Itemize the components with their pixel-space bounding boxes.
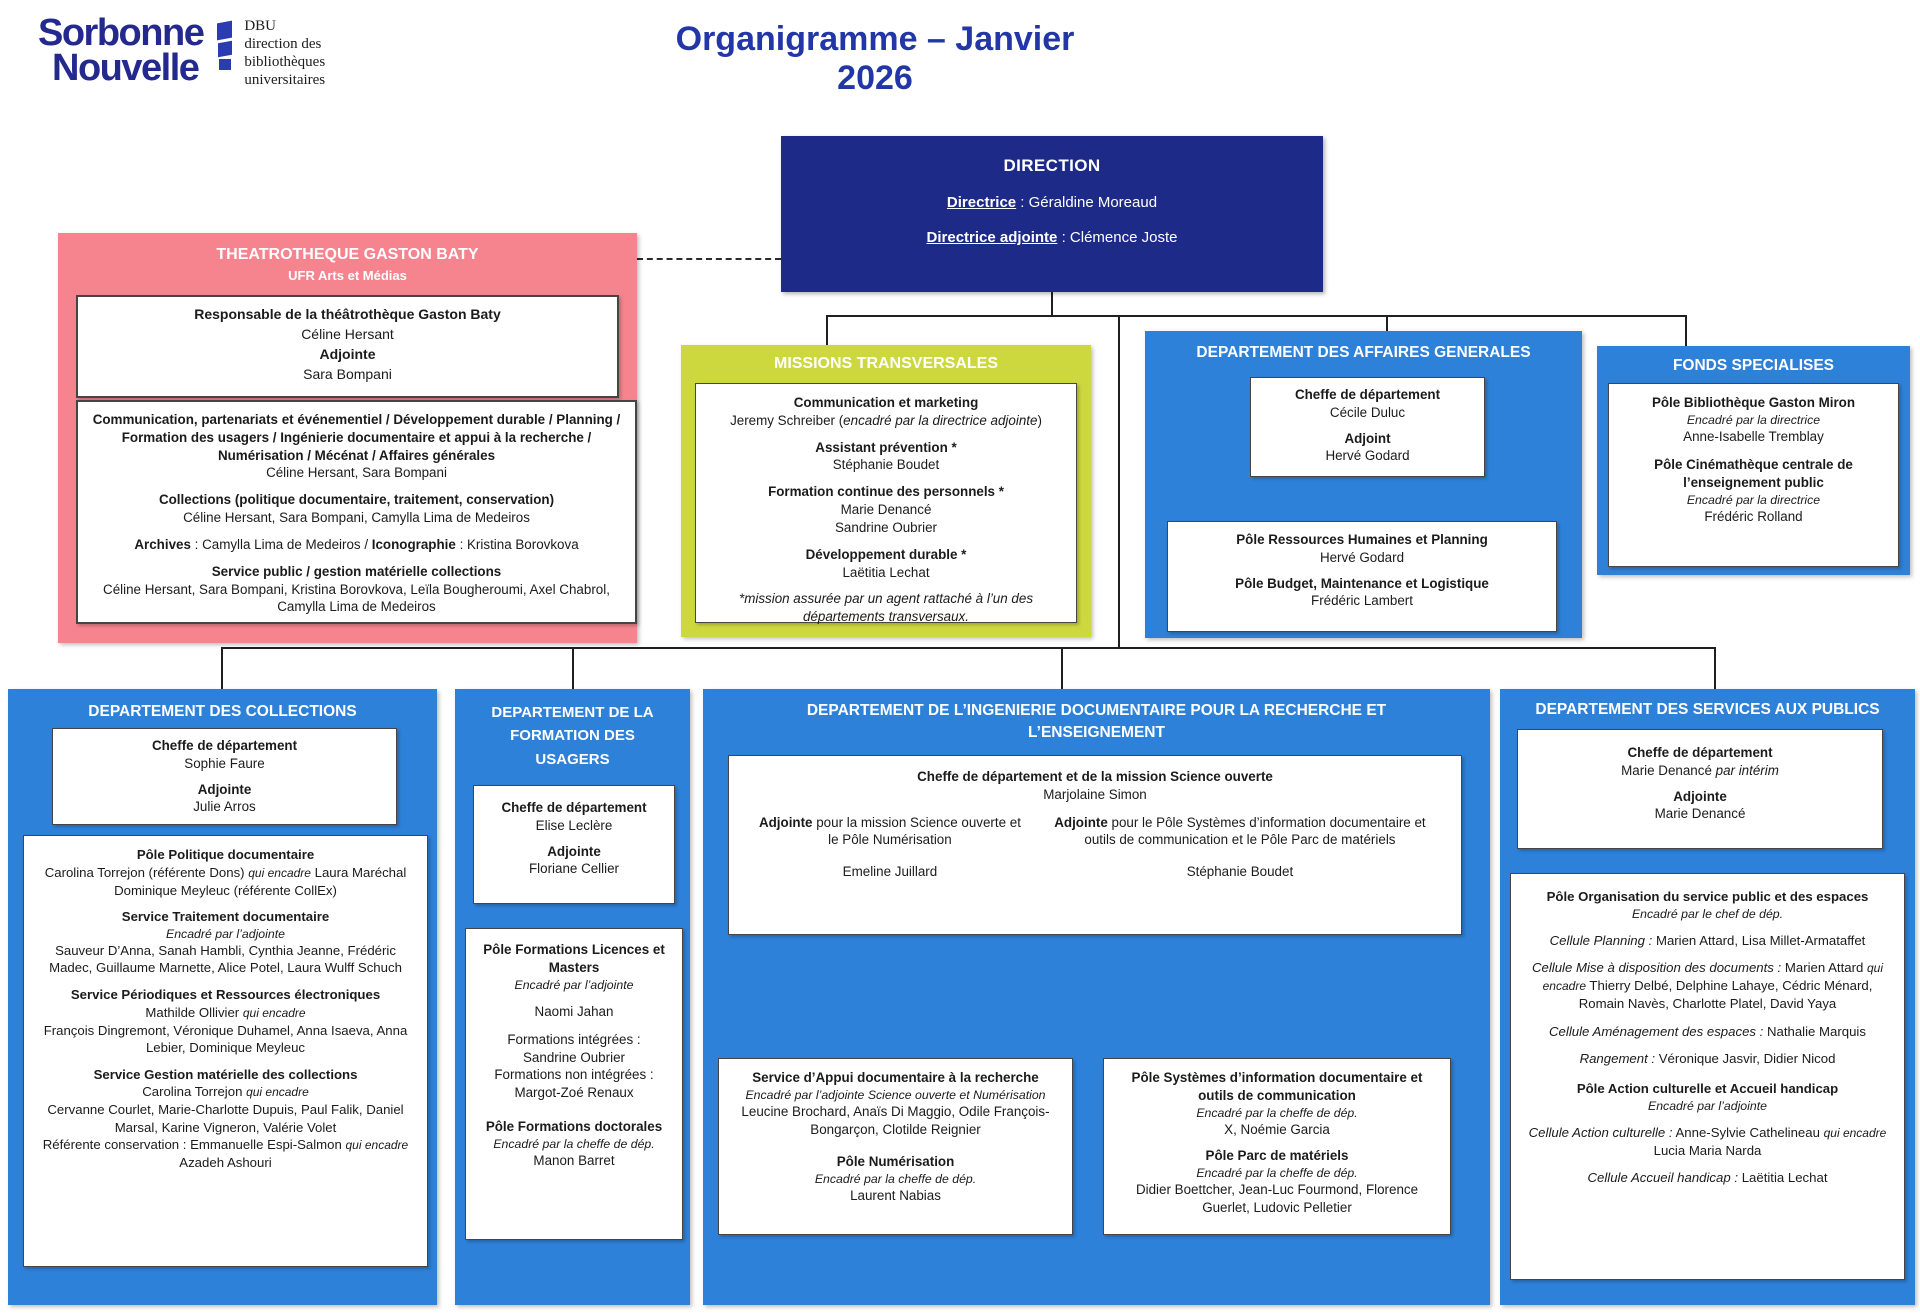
rangement [1521,1050,1894,1068]
collections-adjointe-role: Adjointe [197,781,252,797]
pole-doctorales-name: Manon Barret [533,1153,615,1169]
theatrotheque-box [58,233,637,643]
mission-formation-continue-title: Formation continue des personnels * [768,484,1004,500]
services-adjointe-name: Marie Denancé [1654,806,1746,822]
mission-communication-title: Communication, partenariats et événementiel / Développement durable / Planning / Formation des usagers / Ingénierie documentaire et appui à la recherche / Numérisation / Mécénat / Affaires générales [92,412,621,463]
service-gestion-title: Service Gestion matérielle des collections [93,1066,358,1082]
cellule-action-label: Cellule Action culturelle : [1528,1124,1673,1140]
service-periodiques-encadre: qui encadre [242,1005,306,1020]
rangement-label: Rangement : [1579,1051,1656,1067]
affaires-chef-name: Cécile Duluc [1329,404,1406,420]
connector-line [572,647,574,690]
pole-doctorales-note: Encadré par la cheffe de dép. [493,1136,655,1151]
affaires-chef-box [1250,377,1485,477]
exclamation-mark-icon [217,22,232,70]
directrice-line [781,194,1323,211]
formation-poles-box [465,928,683,1240]
mission-prevention-title: Assistant prévention * [815,439,957,455]
logo-word-line2: Nouvelle [52,46,199,89]
pole-politique-documentaire [32,846,419,899]
cellule-action-encadre: qui encadre [1823,1125,1887,1140]
cellule-amenagement-label: Cellule Aménagement des espaces : [1549,1023,1764,1039]
mission-service-public-names: Céline Hersant, Sara Bompani, Kristina Borovkova, Leïla Bougheroumi, Axel Chabrol, Camylla Lima de Medeiros [103,581,610,615]
service-appui-box [718,1058,1073,1235]
sorbonne-nouvelle-logo [38,12,326,89]
adjointe2-desc: pour le Pôle Systèmes d’information documentaire et outils de communication et le Pôle Parc de matériels [1084,814,1426,848]
directrice-adjointe-line [781,229,1323,246]
pole-numerisation-note: Encadré par la cheffe de dép. [814,1171,977,1186]
fonds-content-box [1608,383,1899,567]
missions-transversales-box [681,345,1091,637]
pole-budget-title: Pôle Budget, Maintenance et Logistique [1235,575,1489,591]
affaires-adjoint-name: Hervé Godard [1325,448,1410,464]
service-traitement-note: Encadré par l’adjointe [166,926,285,941]
mission-service-public-title: Service public / gestion matérielle collections [211,563,502,579]
pole-cinematheque-name: Frédéric Rolland [1704,509,1803,524]
mission-prevention [696,439,1076,475]
formations-integrees-label: Formations intégrées : [507,1031,641,1047]
logo-dbu-line2: bibliothèques [244,54,326,70]
missions-transversales-title: MISSIONS TRANSVERSALES [773,355,999,372]
missions-content-box [695,383,1077,623]
cellule-action-name1: Anne-Sylvie Cathelineau [1672,1124,1824,1140]
cellule-mise-names: Thierry Delbé, Delphine Lahaye, Cédric Ménard, Romain Navès, Charlotte Platel, David Yaya [1578,978,1873,1012]
service-appui-names: Leucine Brochard, Anaïs Di Maggio, Odile François-Bongarçon, Clotilde Reignier [741,1104,1050,1137]
services-chef-name-text: Marie Denancé [1621,762,1716,778]
archives-label: Archives [134,536,191,552]
fonds-title: FONDS SPECIALISES [1672,357,1835,374]
mission-archives-line [87,536,626,554]
collections-chef-name: Sophie Faure [184,755,265,771]
services-title: DEPARTEMENT DES SERVICES AUX PUBLICS [1535,701,1880,718]
mission-marketing-title: Communication et marketing [793,395,979,410]
pole-organisation-title: Pôle Organisation du service public et des espaces [1546,889,1869,904]
connector-line [1714,647,1716,690]
mission-service-public [87,563,626,616]
cellule-accueil-handicap [1521,1169,1894,1187]
connector-line [221,647,1716,649]
ingenierie-chef-box [728,755,1462,935]
mission-dev-durable-name: Laëtitia Lechat [842,564,930,580]
theatrotheque-missions-box [76,400,637,624]
service-periodiques-lead [32,1004,419,1022]
marketing-name-post: ) [1037,412,1042,428]
cellule-accueil-name: Laëtitia Lechat [1738,1170,1828,1186]
cellule-action-name2: Lucia Maria Narda [1653,1142,1762,1158]
mission-dev-durable-title: Développement durable * [805,546,967,562]
directrice-name: : Géraldine Moreaud [1016,194,1158,211]
pole-rh-name: Hervé Godard [1319,549,1405,565]
pole-systemes-title: Pôle Systèmes d’information documentaire et outils de communication [1131,1070,1423,1103]
adjointe-name: Sara Bompani [303,365,392,382]
directrice-adjointe-name: : Clémence Joste [1057,229,1178,246]
pole-licences-note: Encadré par l’adjointe [514,977,634,992]
rangement-names: Véronique Jasvir, Didier Nicod [1655,1051,1836,1067]
connector-line [1118,315,1120,649]
theatrotheque-responsable-box [76,295,619,398]
collections-chef-box [52,728,397,825]
adjointe-science-ouverte-role [753,814,1027,850]
formation-adjointe-role: Adjointe [547,843,601,859]
connector-line [826,315,1687,317]
cellule-mise-label: Cellule Mise à disposition des documents : [1531,960,1782,976]
connector-line [1061,647,1063,690]
collections-chef-role: Cheffe de département [151,738,298,753]
service-traitement-title: Service Traitement documentaire [121,909,330,925]
mission-communication [87,411,626,482]
pole-parc-names: Didier Boettcher, Jean-Luc Fourmond, Florence Guerlet, Ludovic Pelletier [1135,1182,1419,1215]
pole-licences-title: Pôle Formations Licences et Masters [483,942,665,975]
pole-politique-encadre: qui encadre [248,865,311,880]
adjointe2-name: Stéphanie Boudet [1186,864,1294,880]
adjointe1-name: Emeline Juillard [842,864,938,880]
connector-line [1386,315,1388,332]
missions-footnote: *mission assurée par un agent rattaché à l’un des départements transversaux. [738,591,1034,625]
pole-cinematheque-note: Encadré par la directrice [1686,492,1821,507]
mission-marketing [696,394,1076,430]
affaires-poles-box [1167,521,1557,632]
services-chef-box [1517,729,1883,849]
pole-politique-title: Pôle Politique documentaire [136,847,315,862]
ingenierie-chef-name: Marjolaine Simon [1043,786,1147,802]
service-traitement [32,908,419,977]
connector-dashed-theatrotheque-direction [637,258,781,260]
adjointe-role: Adjointe [319,345,376,362]
cellule-planning [1521,932,1894,950]
pole-politique-line1 [32,864,419,882]
services-adjointe-role: Adjointe [1673,788,1727,804]
cellule-planning-label: Cellule Planning : [1549,932,1653,948]
adjointe2-label: Adjointe [1054,814,1108,830]
adjointe-science-ouverte-col [745,814,1035,881]
referente-conservation: Référente conservation : Emmanuelle Espi-Salmon [42,1137,346,1153]
directrice-adjointe-label: Directrice adjointe [926,229,1058,246]
affaires-chef-role: Cheffe de département [1294,387,1441,402]
pole-rh-title: Pôle Ressources Humaines et Planning [1236,532,1488,547]
mission-collections-names: Céline Hersant, Sara Bompani, Camylla Lima de Medeiros [183,510,530,526]
pole-systemes-names: X, Noémie Garcia [1224,1122,1330,1137]
mission-dev-durable [696,546,1076,582]
logo-word-line1: Sorbonne [38,12,204,54]
services-chef-role: Cheffe de département [1627,745,1773,760]
service-gestion-names: Cervanne Courlet, Marie-Charlotte Dupuis, Paul Falik, Daniel Marsal, Karine Vigneron, Valérie Volet [47,1102,404,1135]
services-chef-interim: par intérim [1715,762,1779,778]
pole-numerisation-name: Laurent Nabias [850,1188,941,1203]
formations-non-integrees-name: Margot-Zoé Renaux [514,1085,634,1101]
formations-non-integrees-label: Formations non intégrées : [494,1067,654,1083]
mission-collections-title: Collections (politique documentaire, traitement, conservation) [158,492,555,508]
cellule-accueil-label: Cellule Accueil handicap : [1587,1170,1739,1186]
marketing-note: encadré par la directrice adjointe [843,412,1038,428]
dept-affaires-generales [1145,331,1582,638]
service-gestion-lead [32,1083,419,1101]
connector-line [826,315,828,346]
pole-politique-line2: Dominique Meyleuc (référente CollEx) [114,882,337,898]
connector-line [1051,291,1053,317]
formation-chef-box [473,785,675,904]
ingenierie-title: DEPARTEMENT DE L’INGENIERIE DOCUMENTAIRE POUR LA RECHERCHE ET L’ENSEIGNEMENT [806,702,1387,742]
mission-formation-name2: Sandrine Oubrier [835,519,937,535]
pole-licences-name: Naomi Jahan [534,1004,614,1019]
service-periodiques [32,986,419,1057]
pole-parc-title: Pôle Parc de matériels [1205,1147,1349,1163]
dept-collections [8,689,437,1305]
adjointe-systemes-role [1043,814,1437,850]
formation-adjointe-name: Floriane Cellier [528,861,620,877]
referente-encadre: qui encadre [345,1138,409,1153]
direction-box [781,136,1323,292]
service-traitement-names: Sauveur D’Anna, Sanah Hambli, Cynthia Jeanne, Frédéric Madec, Guillaume Marnette, Alice Potel, Laura Wulff Schuch [49,942,402,976]
iconographie-label: Iconographie [371,536,456,552]
service-periodiques-name: Mathilde Ollivier [145,1004,243,1020]
connector-line [1685,315,1687,347]
cellule-planning-names: Marien Attard, Lisa Millet-Armataffet [1652,932,1866,948]
pole-politique-name1: Carolina Torrejon (référente Dons) [44,864,249,880]
connector-line [221,647,223,690]
services-chef-name [1518,762,1882,780]
mission-formation-name1: Marie Denancé [840,502,932,518]
cellule-mise-name1: Marien Attard [1781,960,1867,976]
service-periodiques-title: Service Périodiques et Ressources électroniques [70,987,381,1003]
archives-name: : Camylla Lima de Medeiros / [190,536,372,552]
logo-wordmark [38,12,204,89]
direction-title: DIRECTION [1003,156,1101,175]
logo-dbu-acronym: DBU [244,18,276,34]
dept-affaires-title: DEPARTEMENT DES AFFAIRES GENERALES [1196,344,1531,361]
cellule-amenagement [1521,1023,1894,1041]
dept-ingenierie-documentaire [703,689,1490,1305]
cellule-action-culturelle [1521,1124,1894,1160]
pole-systemes-box [1103,1058,1451,1235]
responsable-role: Responsable de la théâtrothèque Gaston Baty [194,306,501,322]
service-appui-note: Encadré par l’adjointe Science ouverte et Numérisation [745,1087,1046,1102]
pole-parc-note: Encadré par la cheffe de dép. [1196,1165,1358,1180]
services-poles-box [1510,873,1905,1280]
cellule-mise-a-disposition [1521,959,1894,1012]
service-gestion-encadre: qui encadre [246,1085,309,1100]
mission-collections [87,491,626,527]
collections-title: DEPARTEMENT DES COLLECTIONS [88,703,357,720]
pole-action-culturelle-title: Pôle Action culturelle et Accueil handicap [1576,1080,1839,1096]
dept-fonds-specialises [1597,346,1910,575]
cellule-amenagement-name: Nathalie Marquis [1763,1023,1866,1039]
pole-doctorales-title: Pôle Formations doctorales [485,1119,663,1135]
formation-title: DEPARTEMENT DE LA FORMATION DES USAGERS [491,704,654,768]
cellule-mise-encadre: qui encadre [1542,961,1883,994]
page-title: Organigramme – Janvier 2026 [675,20,1075,97]
mission-marketing-name [696,412,1076,430]
theatrotheque-title: THEATROTHEQUE GASTON BATY [216,246,479,263]
ingenierie-chef-role: Cheffe de département et de la mission Science ouverte [917,769,1273,784]
pole-gaston-miron-title: Pôle Bibliothèque Gaston Miron [1651,395,1856,410]
theatrotheque-subtitle: UFR Arts et Médias [288,268,407,283]
affaires-adjoint-role: Adjoint [1344,430,1391,446]
service-appui-title: Service d’Appui documentaire à la recherche [752,1070,1039,1085]
formation-chef-name: Elise Leclère [535,817,613,833]
adjointe-systemes-col [1035,814,1445,881]
collections-adjointe-name: Julie Arros [193,799,256,815]
marketing-name-pre: Jeremy Schreiber ( [730,412,844,428]
pole-gaston-miron-note: Encadré par la directrice [1686,412,1821,427]
mission-formation-continue [696,483,1076,536]
pole-politique-name2: Laura Maréchal [310,864,407,880]
responsable-name: Céline Hersant [301,325,394,342]
pole-gaston-miron-name: Anne-Isabelle Tremblay [1683,429,1824,445]
service-gestion [32,1066,419,1172]
logo-dbu-line1: direction des [244,36,322,52]
formations-integrees-name: Sandrine Oubrier [523,1049,625,1065]
dept-formation-usagers [455,689,690,1305]
pole-cinematheque-title: Pôle Cinémathèque centrale de l’enseignement public [1654,457,1853,490]
collections-services-box [23,835,428,1267]
logo-dbu-block [244,16,325,89]
ingenierie-adjointes-columns [729,804,1461,881]
pole-budget-name: Frédéric Lambert [1311,593,1413,609]
adjointe1-label: Adjointe [758,814,813,830]
adjointe1-desc: pour la mission Science ouverte et le Pôle Numérisation [812,814,1021,848]
pole-numerisation-title: Pôle Numérisation [836,1153,955,1169]
service-gestion-last-name: Azadeh Ashouri [179,1155,272,1171]
service-gestion-ref [32,1136,419,1154]
directrice-label: Directrice [946,194,1017,211]
mission-communication-names: Céline Hersant, Sara Bompani [266,465,447,481]
formation-chef-role: Cheffe de département [501,800,647,815]
pole-organisation-note: Encadré par le chef de dép. [1631,906,1784,921]
logo-dbu-line3: universitaires [244,72,326,88]
mission-prevention-name: Stéphanie Boudet [832,457,940,473]
pole-systemes-note: Encadré par la cheffe de dép. [1196,1105,1358,1120]
service-periodiques-names: François Dingremont, Véronique Duhamel, Anna Isaeva, Anna Lebier, Dominique Meyleuc [43,1022,408,1056]
dept-services-publics [1500,689,1915,1305]
service-gestion-name: Carolina Torrejon [142,1084,247,1100]
pole-action-culturelle-note: Encadré par l’adjointe [1648,1098,1767,1113]
iconographie-name: : Kristina Borovkova [455,536,579,552]
